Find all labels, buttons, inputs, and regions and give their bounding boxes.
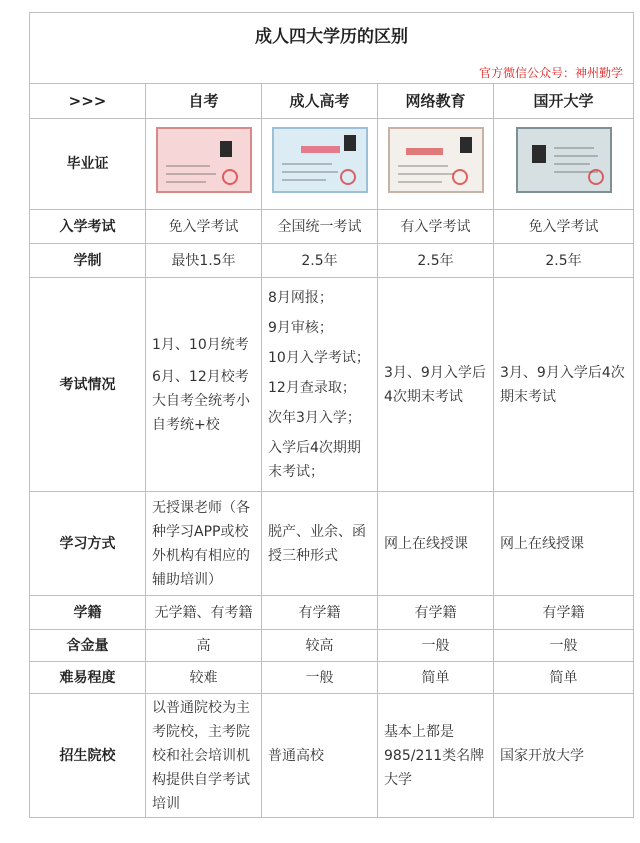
row-label-duration: 学制	[30, 244, 146, 278]
cell-exam-zikao	[146, 278, 262, 492]
cell-exam-chengkao	[262, 278, 378, 492]
header-row	[30, 84, 634, 119]
table-row-value	[30, 630, 634, 662]
cell: 一般	[378, 630, 494, 662]
exam-line: 6月、12月校考大自考全统考小自考统+校	[152, 368, 250, 433]
exam-line: 10月入学考试；	[268, 349, 370, 366]
cell: 有学籍	[378, 596, 494, 630]
comparison-document	[29, 12, 633, 818]
cell: 2.5年	[378, 244, 494, 278]
title-cell	[30, 13, 634, 84]
cell: 无学籍、有考籍	[146, 596, 262, 630]
header-col-chengkao: 成人高考	[262, 84, 378, 119]
header-corner: >>>	[30, 84, 146, 119]
diploma-wangluo-icon	[388, 127, 484, 193]
table-row-entrance	[30, 210, 634, 244]
diploma-cell-chengkao	[262, 119, 378, 210]
wechat-subtitle: 官方微信公众号：神州勤学	[479, 66, 624, 80]
cell: 网上在线授课	[494, 492, 634, 596]
cell: 有学籍	[262, 596, 378, 630]
cell: 免入学考试	[146, 210, 262, 244]
table-row-status	[30, 596, 634, 630]
cell: 国家开放大学	[494, 694, 634, 818]
diploma-cell-guokai	[494, 119, 634, 210]
cell-exam-guokai: 3月、9月入学后4次期末考试	[494, 278, 634, 492]
diploma-zikao-icon	[156, 127, 252, 193]
row-label-difficulty: 难易程度	[30, 662, 146, 694]
cell: 无授课老师（各种学习APP或校外机构有相应的辅助培训）	[146, 492, 262, 596]
cell: 有入学考试	[378, 210, 494, 244]
table-row-exam	[30, 278, 634, 492]
diploma-guokai-icon	[516, 127, 612, 193]
comparison-table	[29, 12, 634, 818]
cell: 一般	[494, 630, 634, 662]
table-row-study	[30, 492, 634, 596]
page-title: 成人四大学历的区别	[255, 27, 409, 47]
table-row-institutions	[30, 694, 634, 818]
row-label-status: 学籍	[30, 596, 146, 630]
cell: 有学籍	[494, 596, 634, 630]
table-row-diploma	[30, 119, 634, 210]
cell: 网上在线授课	[378, 492, 494, 596]
cell: 较高	[262, 630, 378, 662]
row-label-entrance: 入学考试	[30, 210, 146, 244]
row-label-study: 学习方式	[30, 492, 146, 596]
exam-line: 1月、10月统考	[152, 336, 249, 353]
diploma-cell-zikao	[146, 119, 262, 210]
cell: 脱产、业余、函授三种形式	[262, 492, 378, 596]
cell: 一般	[262, 662, 378, 694]
exam-line: 入学后4次期期末考试；	[268, 439, 361, 480]
exam-line: 次年3月入学；	[268, 409, 361, 426]
row-label-diploma: 毕业证	[30, 119, 146, 210]
cell: 基本上都是985/211类名牌大学	[378, 694, 494, 818]
row-label-value: 含金量	[30, 630, 146, 662]
header-col-wangluo: 网络教育	[378, 84, 494, 119]
header-col-guokai: 国开大学	[494, 84, 634, 119]
cell: 简单	[378, 662, 494, 694]
row-label-institutions: 招生院校	[30, 694, 146, 818]
cell: 较难	[146, 662, 262, 694]
table-row-difficulty	[30, 662, 634, 694]
diploma-cell-wangluo	[378, 119, 494, 210]
cell: 普通高校	[262, 694, 378, 818]
exam-line: 12月查录取；	[268, 379, 356, 396]
row-label-exam: 考试情况	[30, 278, 146, 492]
cell: 全国统一考试	[262, 210, 378, 244]
table-row-duration	[30, 244, 634, 278]
cell: 以普通院校为主考院校，主考院校和社会培训机构提供自学考试培训	[146, 694, 262, 818]
cell: 最快1.5年	[146, 244, 262, 278]
cell: 2.5年	[494, 244, 634, 278]
cell: 2.5年	[262, 244, 378, 278]
cell-exam-wangluo: 3月、9月入学后4次期末考试	[378, 278, 494, 492]
cell: 简单	[494, 662, 634, 694]
header-col-zikao: 自考	[146, 84, 262, 119]
exam-line: 8月网报；	[268, 289, 333, 306]
cell: 高	[146, 630, 262, 662]
exam-line: 9月审核；	[268, 319, 333, 336]
cell: 免入学考试	[494, 210, 634, 244]
diploma-chengkao-icon	[272, 127, 368, 193]
